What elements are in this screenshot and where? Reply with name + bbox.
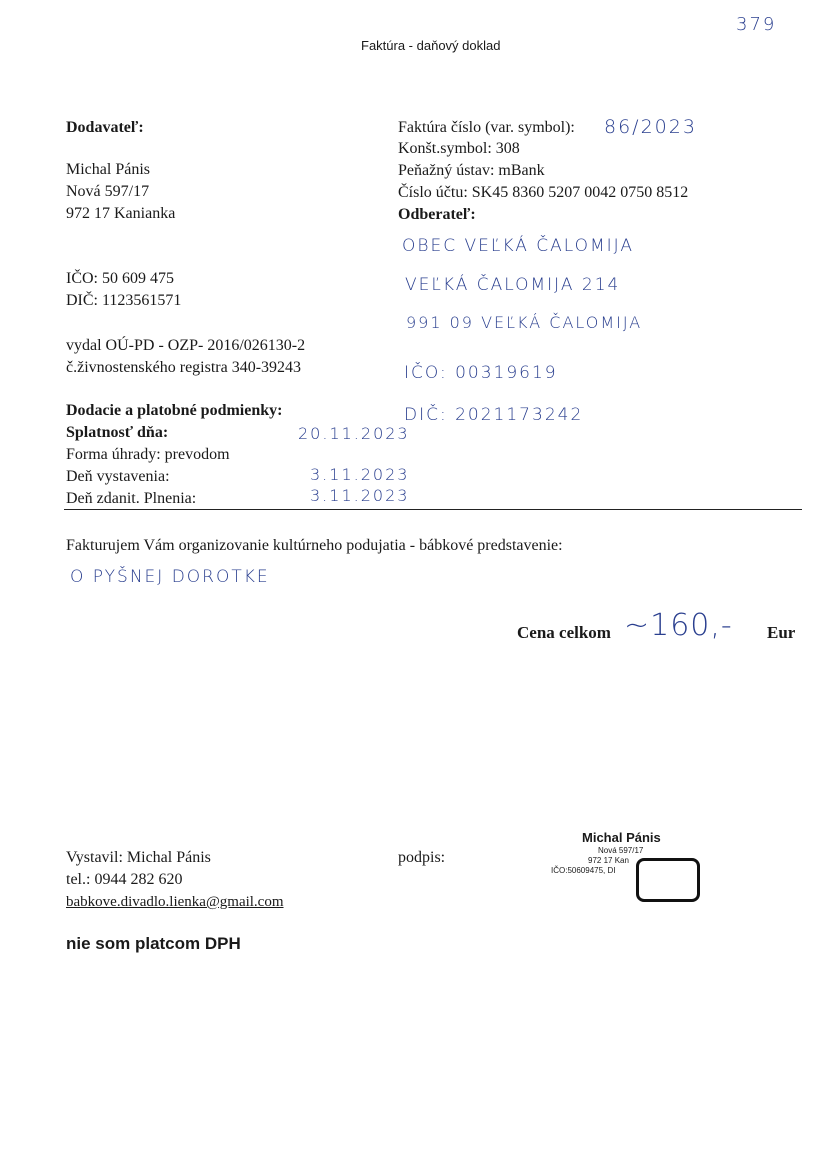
stamp-city: 972 17 Kan: [588, 856, 629, 865]
vat-note: nie som platcom DPH: [66, 934, 241, 953]
supplier-name: Michal Pánis: [66, 161, 150, 178]
supplier-ico: IČO: 50 609 475: [66, 270, 174, 287]
invoice-number-value: 86/2023: [604, 116, 697, 138]
stamp-ids: IČO:50609475, DI: [551, 866, 616, 875]
issued-by: Vystavil: Michal Pánis: [66, 849, 211, 866]
email-link[interactable]: babkove.divadlo.lienka@gmail.com: [66, 894, 284, 910]
supplier-street: Nová 597/17: [66, 183, 150, 200]
page-number: 379: [736, 14, 777, 35]
terms-heading: Dodacie a platobné podmienky:: [66, 402, 283, 419]
customer-heading: Odberateľ:: [398, 206, 476, 223]
customer-city: 991 09 VEĽKÁ ČALOMIJA: [406, 313, 643, 332]
issue-date-value: 3.11.2023: [310, 465, 410, 484]
due-date-value: 20.11.2023: [298, 424, 410, 443]
due-date-label: Splatnosť dňa:: [66, 424, 169, 441]
document-title: Faktúra - daňový doklad: [361, 38, 501, 53]
invoice-description: Fakturujem Vám organizovanie kultúrneho podujatia - bábkové predstavenie:: [66, 537, 563, 554]
payment-method: Forma úhrady: prevodom: [66, 446, 230, 463]
account-number: Číslo účtu: SK45 8360 5207 0042 0750 8512: [398, 184, 689, 201]
tax-date-label: Deň zdanit. Plnenia:: [66, 490, 197, 507]
supplier-issued-by: vydal OÚ-PD - OZP- 2016/026130-2: [66, 337, 306, 354]
constant-symbol: Konšt.symbol: 308: [398, 140, 520, 157]
supplier-trade-register: č.živnostenského registra 340-39243: [66, 359, 302, 376]
customer-ico: IČO: 00319619: [404, 363, 558, 383]
total-label: Cena celkom: [517, 623, 611, 642]
supplier-dic: DIČ: 1123561571: [66, 292, 182, 309]
bank-name: Peňažný ústav: mBank: [398, 162, 545, 179]
supplier-heading: Dodavateľ:: [66, 119, 144, 136]
total-value: ~160,-: [624, 608, 733, 643]
phone: tel.: 0944 282 620: [66, 871, 183, 888]
signature-box: [636, 858, 700, 902]
total-currency: Eur: [767, 623, 796, 642]
tax-date-value: 3.11.2023: [310, 486, 410, 505]
customer-name: OBEC VEĽKÁ ČALOMIJA: [402, 236, 635, 256]
stamp-street: Nová 597/17: [598, 846, 644, 855]
supplier-city: 972 17 Kanianka: [66, 205, 176, 222]
customer-street: VEĽKÁ ČALOMIJA 214: [405, 275, 621, 295]
stamp-name: Michal Pánis: [582, 830, 661, 845]
signature-label: podpis:: [398, 849, 446, 866]
customer-dic: DIČ: 2021173242: [404, 405, 584, 425]
section-divider: [64, 509, 802, 510]
invoice-number-label: Faktúra číslo (var. symbol):: [398, 119, 575, 136]
issue-date-label: Deň vystavenia:: [66, 468, 170, 485]
event-name: O PYŠNEJ DOROTKE: [70, 567, 270, 587]
